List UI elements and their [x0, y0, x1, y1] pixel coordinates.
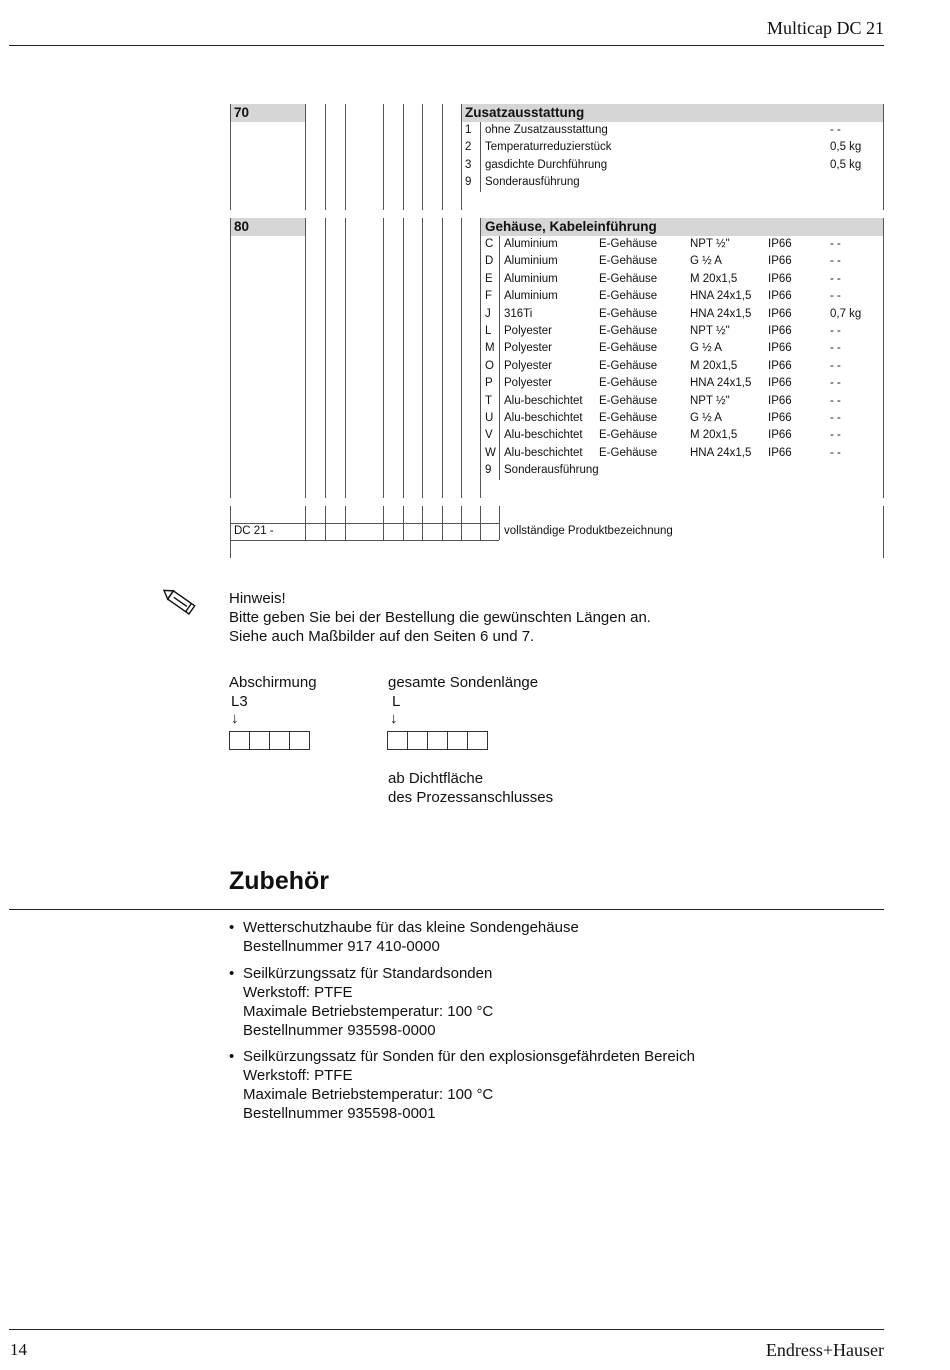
item-line: Bestellnummer 935598-0000 [243, 1022, 436, 1039]
row-weight: - - [830, 377, 841, 390]
list-item [243, 964, 493, 1040]
list-item [243, 1047, 695, 1123]
row-thread: G ½ A [690, 342, 722, 355]
section-70-col-line [305, 104, 306, 210]
section-80-right-border [883, 218, 884, 498]
row-thread: HNA 24x1,5 [690, 290, 752, 303]
row-weight: 0,5 kg [830, 159, 862, 171]
row-weight: - - [830, 238, 841, 250]
row-protection: IP66 [768, 307, 792, 320]
section-70-code-divider [480, 122, 481, 192]
digit-box[interactable] [289, 731, 310, 750]
row-weight: - - [830, 342, 841, 355]
row-weight: - - [830, 124, 841, 136]
row-weight: 0,5 kg [830, 141, 862, 153]
row-housing: E-Gehäuse [599, 255, 658, 268]
total-length-label: gesamte Sondenlänge [388, 674, 539, 691]
list-item [243, 918, 579, 956]
section-70-code: 70 [234, 105, 250, 120]
row-weight: 0,7 kg [830, 307, 862, 320]
page-number: 14 [10, 1340, 27, 1359]
row-protection: IP66 [768, 429, 792, 442]
arrow-down-icon: ↓ [231, 710, 239, 727]
row-thread: M 20x1,5 [690, 359, 738, 372]
section-80-code: 80 [234, 219, 250, 234]
row-material: Sonderausführung [504, 464, 599, 477]
section-70-col-line [345, 104, 346, 210]
section-80-col-line [480, 218, 481, 498]
row-protection: IP66 [768, 377, 792, 390]
row-housing: E-Gehäuse [599, 377, 658, 390]
row-thread: HNA 24x1,5 [690, 377, 752, 390]
row-thread: NPT ½" [690, 394, 730, 407]
digit-box[interactable] [427, 731, 448, 750]
row-code: U [485, 412, 494, 424]
row-protection: IP66 [768, 412, 792, 424]
row-code: M [485, 342, 495, 355]
brand-name: Endress+Hauser [765, 1340, 884, 1360]
row-code: C [485, 238, 494, 250]
row-code: L [485, 325, 492, 337]
product-designation-label: vollständige Produktbezeichnung [504, 525, 673, 537]
section-80-col-line [325, 218, 326, 498]
row-thread: HNA 24x1,5 [690, 446, 752, 459]
digit-box[interactable] [407, 731, 428, 750]
row-housing: E-Gehäuse [599, 394, 658, 407]
row-thread: M 20x1,5 [690, 272, 738, 285]
row-code: V [485, 429, 493, 442]
row-weight: - - [830, 325, 841, 337]
row-thread: NPT ½" [690, 238, 730, 250]
row-protection: IP66 [768, 238, 792, 250]
row-code: O [485, 359, 494, 372]
section-80-heading: Gehäuse, Kabeleinführung [485, 219, 657, 234]
row-weight: - - [830, 255, 841, 268]
section-70-col-line [461, 104, 462, 210]
designation-line [883, 506, 884, 558]
shielding-length-boxes[interactable] [229, 731, 310, 750]
section-80-col-line [461, 218, 462, 498]
row-weight: - - [830, 394, 841, 407]
row-protection: IP66 [768, 446, 792, 459]
pencil-icon [160, 588, 204, 618]
row-housing: E-Gehäuse [599, 290, 658, 303]
row-weight: - - [830, 359, 841, 372]
item-line: Bestellnummer 917 410-0000 [243, 938, 440, 955]
section-70-left-border [230, 104, 231, 210]
section-80-col-line [345, 218, 346, 498]
row-protection: IP66 [768, 325, 792, 337]
row-housing: E-Gehäuse [599, 429, 658, 442]
designation-line [499, 506, 500, 540]
row-material: Aluminium [504, 238, 558, 250]
note-line-1: Bitte geben Sie bei der Bestellung die gewünschten Längen an. [229, 609, 651, 626]
product-prefix: DC 21 - [234, 525, 274, 537]
accessories-heading: Zubehör [229, 867, 329, 895]
row-code: J [485, 307, 491, 320]
section-70-col-line [442, 104, 443, 210]
section-70-right-border [883, 104, 884, 210]
row-material: Polyester [504, 377, 552, 390]
row-weight: - - [830, 272, 841, 285]
length-caption-line-1: ab Dichtfläche [388, 770, 484, 787]
row-code: 9 [485, 464, 492, 477]
item-line: • Wetterschutzhaube für das kleine Sondengehäuse [243, 919, 579, 936]
note-title: Hinweis! [229, 590, 286, 607]
digit-box[interactable] [467, 731, 488, 750]
item-line: • Seilkürzungssatz für Standardsonden [243, 965, 493, 982]
item-line: Maximale Betriebstemperatur: 100 °C [243, 1086, 494, 1103]
row-description: ohne Zusatzausstattung [485, 124, 608, 136]
row-code: P [485, 377, 493, 390]
row-code: 3 [465, 159, 472, 171]
row-housing: E-Gehäuse [599, 238, 658, 250]
digit-box[interactable] [249, 731, 270, 750]
row-code: D [485, 255, 494, 268]
section-80-col-line [442, 218, 443, 498]
total-length-boxes[interactable] [387, 731, 488, 750]
item-line: Bestellnummer 935598-0001 [243, 1105, 436, 1122]
row-weight: - - [830, 429, 841, 442]
accessories-rule [9, 909, 884, 910]
item-line: Maximale Betriebstemperatur: 100 °C [243, 1003, 494, 1020]
row-housing: E-Gehäuse [599, 412, 658, 424]
row-housing: E-Gehäuse [599, 307, 658, 320]
section-80-col-line [305, 218, 306, 498]
section-80-code-divider [499, 236, 500, 480]
shielding-symbol: L3 [231, 693, 248, 710]
digit-box[interactable] [447, 731, 468, 750]
row-housing: E-Gehäuse [599, 359, 658, 372]
row-material: Polyester [504, 342, 552, 355]
digit-box[interactable] [269, 731, 290, 750]
row-protection: IP66 [768, 359, 792, 372]
row-material: Aluminium [504, 290, 558, 303]
document-title: Multicap DC 21 [767, 18, 884, 38]
shielding-label: Abschirmung [229, 674, 317, 691]
row-housing: E-Gehäuse [599, 272, 658, 285]
row-housing: E-Gehäuse [599, 325, 658, 337]
note-line-2: Siehe auch Maßbilder auf den Seiten 6 und 7. [229, 628, 535, 645]
designation-line [230, 506, 231, 558]
footer-rule [9, 1329, 884, 1330]
row-thread: HNA 24x1,5 [690, 307, 752, 320]
section-70-heading: Zusatzausstattung [465, 105, 585, 120]
length-caption-line-2: des Prozessanschlusses [388, 789, 554, 806]
arrow-down-icon: ↓ [390, 710, 398, 727]
row-thread: NPT ½" [690, 325, 730, 337]
digit-box[interactable] [387, 731, 408, 750]
row-description: Sonderausführung [485, 176, 580, 188]
row-material: Polyester [504, 359, 552, 372]
row-code: E [485, 272, 493, 285]
row-protection: IP66 [768, 255, 792, 268]
row-code: F [485, 290, 493, 303]
row-material: Alu-beschichtet [504, 429, 583, 442]
row-housing: E-Gehäuse [599, 446, 658, 459]
designation-bottom-line [230, 540, 499, 541]
row-material: Aluminium [504, 255, 558, 268]
section-80-col-line [422, 218, 423, 498]
row-material: Aluminium [504, 272, 558, 285]
row-description: gasdichte Durchführung [485, 159, 608, 171]
row-weight: - - [830, 446, 841, 459]
row-thread: G ½ A [690, 412, 722, 424]
row-housing: E-Gehäuse [599, 342, 658, 355]
row-material: Alu-beschichtet [504, 394, 583, 407]
row-code: T [485, 394, 493, 407]
section-70-col-line [422, 104, 423, 210]
header-rule [9, 45, 884, 46]
section-70-col-line [325, 104, 326, 210]
item-line: Werkstoff: PTFE [243, 1067, 353, 1084]
item-line: Werkstoff: PTFE [243, 984, 353, 1001]
section-70-col-line [403, 104, 404, 210]
row-code: W [485, 446, 496, 459]
row-material: Alu-beschichtet [504, 412, 583, 424]
row-code: 1 [465, 124, 472, 136]
row-material: Polyester [504, 325, 552, 337]
row-material: Alu-beschichtet [504, 446, 583, 459]
digit-box[interactable] [229, 731, 250, 750]
row-code: 9 [465, 176, 472, 188]
row-protection: IP66 [768, 290, 792, 303]
section-70-col-line [383, 104, 384, 210]
row-weight: - - [830, 290, 841, 303]
row-code: 2 [465, 141, 472, 153]
designation-top-line [230, 523, 499, 524]
item-line: • Seilkürzungssatz für Sonden für den explosionsgefährdeten Bereich [243, 1048, 695, 1065]
row-weight: - - [830, 412, 841, 424]
section-80-col-line [403, 218, 404, 498]
section-80-left-border [230, 218, 231, 498]
row-material: 316Ti [504, 307, 533, 320]
row-description: Temperaturreduzierstück [485, 141, 612, 153]
row-protection: IP66 [768, 272, 792, 285]
row-thread: G ½ A [690, 255, 722, 268]
row-protection: IP66 [768, 342, 792, 355]
total-length-symbol: L [392, 693, 401, 710]
row-thread: M 20x1,5 [690, 429, 738, 442]
section-80-col-line [383, 218, 384, 498]
row-protection: IP66 [768, 394, 792, 407]
